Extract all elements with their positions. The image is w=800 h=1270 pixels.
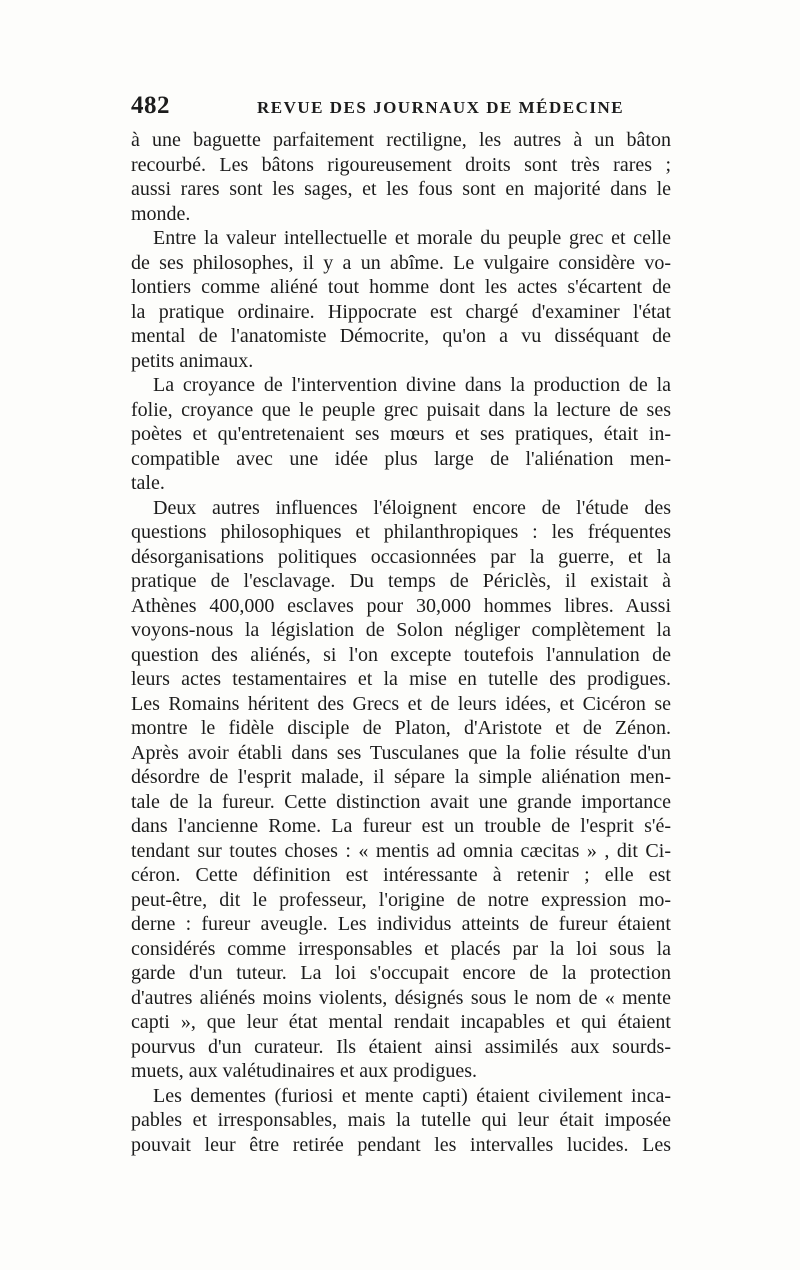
text-line: leurs actes testamentaires et la mise en tutelle des prodigues. bbox=[131, 668, 671, 690]
text-line: Les dementes (furiosi et mente capti) étaient civilement inca- bbox=[153, 1084, 671, 1107]
text-line: Athènes 400,000 esclaves pour 30,000 hommes libres. Aussi bbox=[131, 594, 671, 617]
running-head: REVUE DES JOURNAUX DE MÉDECINE bbox=[257, 98, 625, 117]
text-line: considérés comme irresponsables et placés par la loi sous la bbox=[131, 937, 671, 960]
text-line: petits animaux. bbox=[131, 349, 254, 372]
text-line: tale. bbox=[131, 472, 165, 494]
text-line: aussi rares sont les sages, et les fous sont en majorité dans le bbox=[131, 178, 671, 200]
text-line: désordre de l'esprit malade, il sépare la simple aliénation men- bbox=[131, 766, 671, 788]
text-line: tendant sur toutes choses : « mentis ad omnia cæcitas » , dit Ci- bbox=[131, 839, 671, 862]
text-line: la pratique ordinaire. Hippocrate est chargé d'examiner l'état bbox=[131, 300, 671, 323]
page-number: 482 bbox=[131, 92, 170, 119]
text-line: lontiers comme aliéné tout homme dont les actes s'écartent de bbox=[131, 276, 671, 298]
text-line: peut-être, dit le professeur, l'origine de notre expression mo- bbox=[131, 888, 671, 911]
body-text bbox=[131, 128, 671, 1157]
text-line: muets, aux valétudinaires et aux prodigues. bbox=[131, 1060, 478, 1082]
text-line: pourvus d'un curateur. Ils étaient ainsi assimilés aux sourds- bbox=[131, 1035, 671, 1058]
text-line: Entre la valeur intellectuelle et morale du peuple grec et celle bbox=[153, 227, 671, 249]
text-line: Les Romains héritent des Grecs et de leurs idées, et Cicéron se bbox=[131, 692, 671, 715]
page-header bbox=[131, 90, 671, 130]
text-line: voyons-nous la législation de Solon négliger complètement la bbox=[131, 619, 671, 641]
text-line: compatible avec une idée plus large de l'aliénation men- bbox=[131, 447, 671, 470]
text-line: mental de l'anatomiste Démocrite, qu'on a vu disséquant de bbox=[131, 325, 671, 347]
text-line: poètes et qu'entretenaient ses mœurs et ses pratiques, était in- bbox=[131, 423, 671, 445]
text-line: recourbé. Les bâtons rigoureusement droits sont très rares ; bbox=[131, 153, 671, 176]
text-line: derne : fureur aveugle. Les individus atteints de fureur étaient bbox=[131, 913, 671, 935]
text-line: pables et irresponsables, mais la tutelle qui leur était imposée bbox=[131, 1109, 671, 1131]
text-line: garde d'un tuteur. La loi s'occupait encore de la protection bbox=[131, 962, 671, 984]
text-line: céron. Cette définition est intéressante à retenir ; elle est bbox=[131, 864, 671, 886]
text-line: de ses philosophes, il y a un abîme. Le vulgaire considère vo- bbox=[131, 251, 671, 274]
text-line: montre le fidèle disciple de Platon, d'Aristote et de Zénon. bbox=[131, 717, 671, 739]
text-line: La croyance de l'intervention divine dans la production de la bbox=[153, 374, 671, 396]
text-line: Deux autres influences l'éloignent encore de l'étude des bbox=[153, 496, 671, 519]
text-line: pouvait leur être retirée pendant les intervalles lucides. Les bbox=[131, 1133, 671, 1156]
text-line: dans l'ancienne Rome. La fureur est un trouble de l'esprit s'é- bbox=[131, 815, 671, 837]
text-line: pratique de l'esclavage. Du temps de Périclès, il existait à bbox=[131, 570, 671, 592]
text-line: désorganisations politiques occasionnées par la guerre, et la bbox=[131, 545, 671, 568]
text-line: d'autres aliénés moins violents, désignés sous le nom de « mente bbox=[131, 986, 671, 1009]
text-line: tale de la fureur. Cette distinction avait une grande importance bbox=[131, 790, 671, 813]
text-line: folie, croyance que le peuple grec puisait dans la lecture de ses bbox=[131, 398, 671, 421]
text-line: capti », que leur état mental rendait incapables et qui étaient bbox=[131, 1011, 671, 1033]
text-line: monde. bbox=[131, 202, 191, 225]
text-line: questions philosophiques et philanthropiques : les fréquentes bbox=[131, 521, 671, 543]
text-line: Après avoir établi dans ses Tusculanes que la folie résulte d'un bbox=[131, 741, 671, 764]
text-line: question des aliénés, si l'on excepte toutefois l'annulation de bbox=[131, 643, 671, 666]
text-line: à une baguette parfaitement rectiligne, les autres à un bâton bbox=[131, 129, 671, 151]
